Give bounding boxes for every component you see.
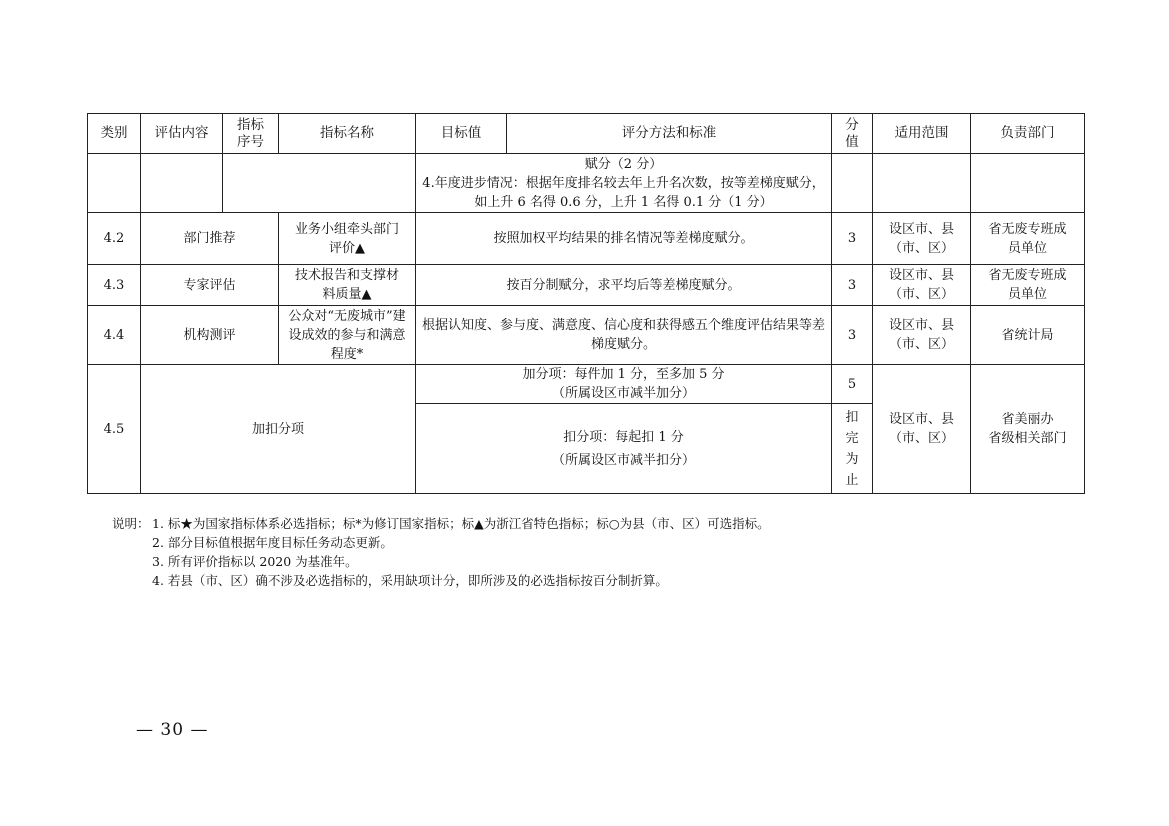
row-score: 3 bbox=[832, 306, 873, 365]
row-method: 根据认知度、参与度、满意度、信心度和获得感五个维度评估结果等差梯度赋分。 bbox=[416, 306, 832, 365]
row-content: 部门推荐 bbox=[141, 213, 279, 265]
bonus-score: 5 bbox=[832, 365, 873, 404]
deduct-score: 扣 完 为 止 bbox=[832, 404, 873, 494]
header-scope: 适用范围 bbox=[873, 114, 971, 154]
header-target: 目标值 bbox=[416, 114, 507, 154]
note-item: 2. 部分目标值根据年度目标任务动态更新。 bbox=[152, 535, 393, 550]
row-category: 4.3 bbox=[88, 265, 141, 306]
row-method: 按照加权平均结果的排名情况等差梯度赋分。 bbox=[416, 213, 832, 265]
bonus-line-2: （所属设区市减半加分） bbox=[551, 386, 695, 401]
table-row bbox=[88, 306, 1085, 365]
table-row bbox=[88, 265, 1085, 306]
row-index-name: 业务小组牵头部门评价▲ bbox=[279, 213, 416, 265]
row-content: 专家评估 bbox=[141, 265, 279, 306]
bonus-line-1: 加分项：每件加 1 分，至多加 5 分 bbox=[522, 367, 725, 382]
row-score: 3 bbox=[832, 265, 873, 306]
row-scope: 设区市、县（市、区） bbox=[873, 265, 971, 306]
row-score: 3 bbox=[832, 213, 873, 265]
index-table bbox=[87, 113, 1085, 494]
row-scope: 设区市、县（市、区） bbox=[873, 365, 971, 494]
table-row-bonus bbox=[88, 365, 1085, 404]
note-item: 3. 所有评价指标以 2020 为基准年。 bbox=[152, 554, 358, 569]
row-index-name: 技术报告和支撑材料质量▲ bbox=[279, 265, 416, 306]
row-index-name: 公众对“无废城市”建设成效的参与和满意程度* bbox=[279, 306, 416, 365]
note-item: 4. 若县（市、区）确不涉及必选指标的，采用缺项计分，即所涉及的必选指标按百分制折算。 bbox=[152, 573, 668, 588]
row-dept: 省美丽办 省级相关部门 bbox=[971, 365, 1085, 494]
cont-line-2: 4.年度进步情况：根据年度排名较去年上升名次数，按等差梯度赋分，如上升 6 名得 0.6 分，上升 1 名得 0.1 分（1 分） bbox=[422, 175, 825, 210]
row-category: 4.2 bbox=[88, 213, 141, 265]
row-category: 4.5 bbox=[88, 365, 141, 494]
note-item: 1. 标★为国家指标体系必选指标；标*为修订国家指标；标▲为浙江省特色指标；标○为县（市、区）可选指标。 bbox=[152, 516, 770, 531]
header-index-no: 指标 序号 bbox=[223, 114, 279, 154]
header-score: 分 值 bbox=[832, 114, 873, 154]
row-scope: 设区市、县（市、区） bbox=[873, 213, 971, 265]
cont-line-1: 赋分（2 分） bbox=[584, 156, 663, 172]
row-scope: 设区市、县（市、区） bbox=[873, 306, 971, 365]
header-content: 评估内容 bbox=[141, 114, 223, 154]
header-dept: 负责部门 bbox=[971, 114, 1085, 154]
row-dept: 省无废专班成员单位 bbox=[971, 265, 1085, 306]
table-row bbox=[88, 213, 1085, 265]
header-category: 类别 bbox=[88, 114, 141, 154]
row-method: 按百分制赋分，求平均后等差梯度赋分。 bbox=[416, 265, 832, 306]
deduct-line-1: 扣分项：每起扣 1 分 bbox=[563, 429, 684, 445]
row-content: 加扣分项 bbox=[141, 365, 416, 494]
row-dept: 省无废专班成员单位 bbox=[971, 213, 1085, 265]
row-content: 机构测评 bbox=[141, 306, 279, 365]
deduct-line-2: （所属设区市减半扣分） bbox=[551, 452, 695, 468]
page-number: — 30 — bbox=[136, 720, 209, 740]
table-row-continued bbox=[88, 154, 1085, 213]
row-category: 4.4 bbox=[88, 306, 141, 365]
notes-label: 说明： bbox=[112, 516, 150, 531]
header-row bbox=[88, 114, 1085, 154]
header-index-name: 指标名称 bbox=[279, 114, 416, 154]
notes bbox=[112, 514, 770, 590]
header-method: 评分方法和标准 bbox=[507, 114, 832, 154]
row-dept: 省统计局 bbox=[971, 306, 1085, 365]
